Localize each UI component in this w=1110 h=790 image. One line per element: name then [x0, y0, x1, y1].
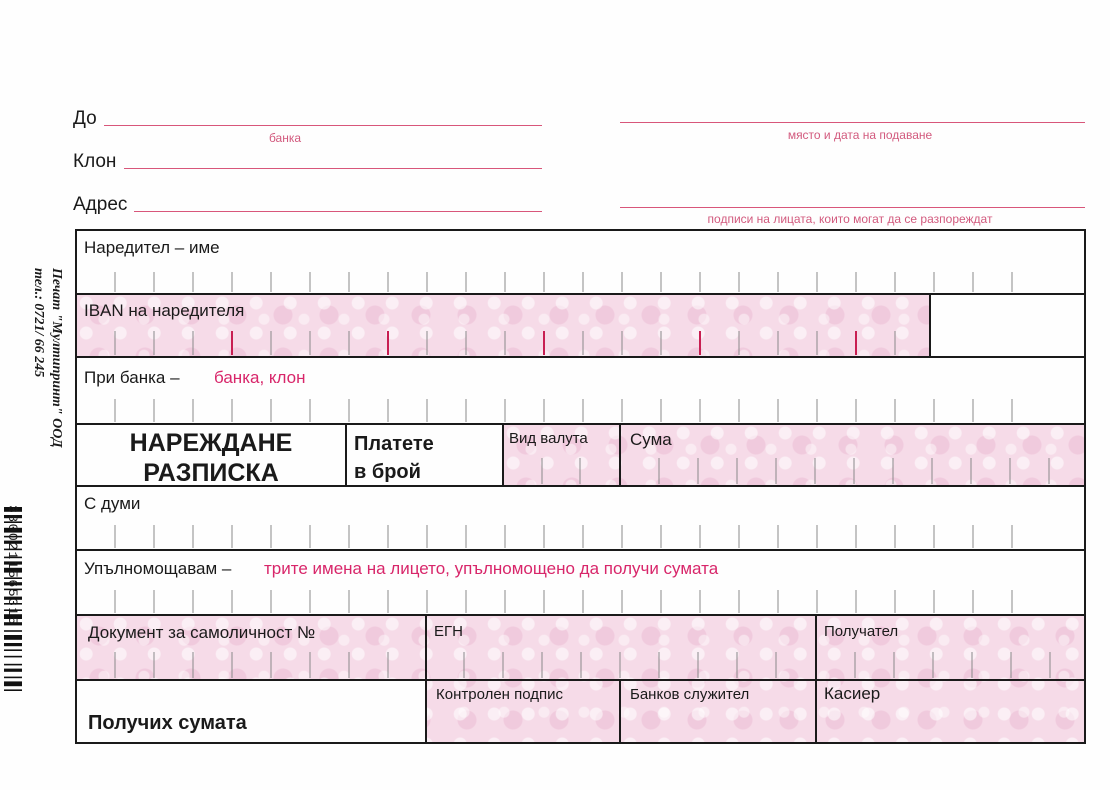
- authorized-person-input[interactable]: [80, 583, 1080, 613]
- currency-label: Вид валута: [509, 430, 588, 447]
- bank-branch-input[interactable]: [80, 392, 1080, 422]
- at-bank-hint: банка, клон: [214, 368, 306, 387]
- place-date-hint: място и дата на подаване: [787, 128, 933, 142]
- iban-input[interactable]: [80, 325, 926, 355]
- printer-phone: тел.: 0721/ 66 245: [31, 268, 46, 378]
- in-words-label: С думи: [84, 494, 141, 513]
- recipient-label: Получател: [824, 623, 899, 640]
- egn-label: ЕГН: [434, 623, 463, 640]
- form-title-line1: НАРЕЖДАНЕ: [129, 429, 293, 457]
- cashier-label: Касиер: [824, 684, 881, 703]
- printer-name: Печат "Мултипринт" ООД: [49, 268, 64, 448]
- signatures-hint: подписи на лицата, които могат да се разпореждат: [707, 212, 993, 226]
- amount-in-words-input[interactable]: [80, 518, 1080, 548]
- id-document-input[interactable]: [80, 648, 422, 678]
- payer-name-input[interactable]: [80, 262, 1080, 292]
- form-title: [76, 428, 346, 488]
- to-label: До: [73, 108, 97, 129]
- pay-cash-line2: в брой: [354, 461, 421, 483]
- bank-hint: банка: [268, 131, 302, 145]
- control-signature-label: Контролен подпис: [436, 686, 564, 703]
- currency-input[interactable]: [506, 452, 616, 484]
- barcode-number: 3800211565315: [5, 505, 20, 626]
- iban-label: IBAN на наредителя: [84, 301, 245, 320]
- authorize-hint: трите имена на лицето, упълномощено да получи сумата: [264, 559, 719, 578]
- pay-cash: [354, 430, 434, 486]
- payer-label: Наредител – име: [84, 238, 220, 257]
- egn-input[interactable]: [430, 648, 812, 678]
- recipient-input[interactable]: [820, 648, 1082, 678]
- at-bank-label: При банка –: [84, 368, 180, 387]
- id-doc-label: Документ за самоличност №: [88, 623, 316, 642]
- branch-label: Клон: [73, 151, 117, 172]
- bank-clerk-label: Банков служител: [630, 686, 750, 703]
- form-title-line2: РАЗПИСКА: [143, 459, 279, 487]
- address-label: Адрес: [73, 194, 128, 215]
- amount-label: Сума: [630, 430, 672, 449]
- amount-input[interactable]: [624, 452, 1082, 484]
- authorize-label: Упълномощавам –: [84, 559, 232, 578]
- received-label: Получих сумата: [88, 712, 247, 734]
- pay-cash-line1: Платете: [354, 433, 434, 455]
